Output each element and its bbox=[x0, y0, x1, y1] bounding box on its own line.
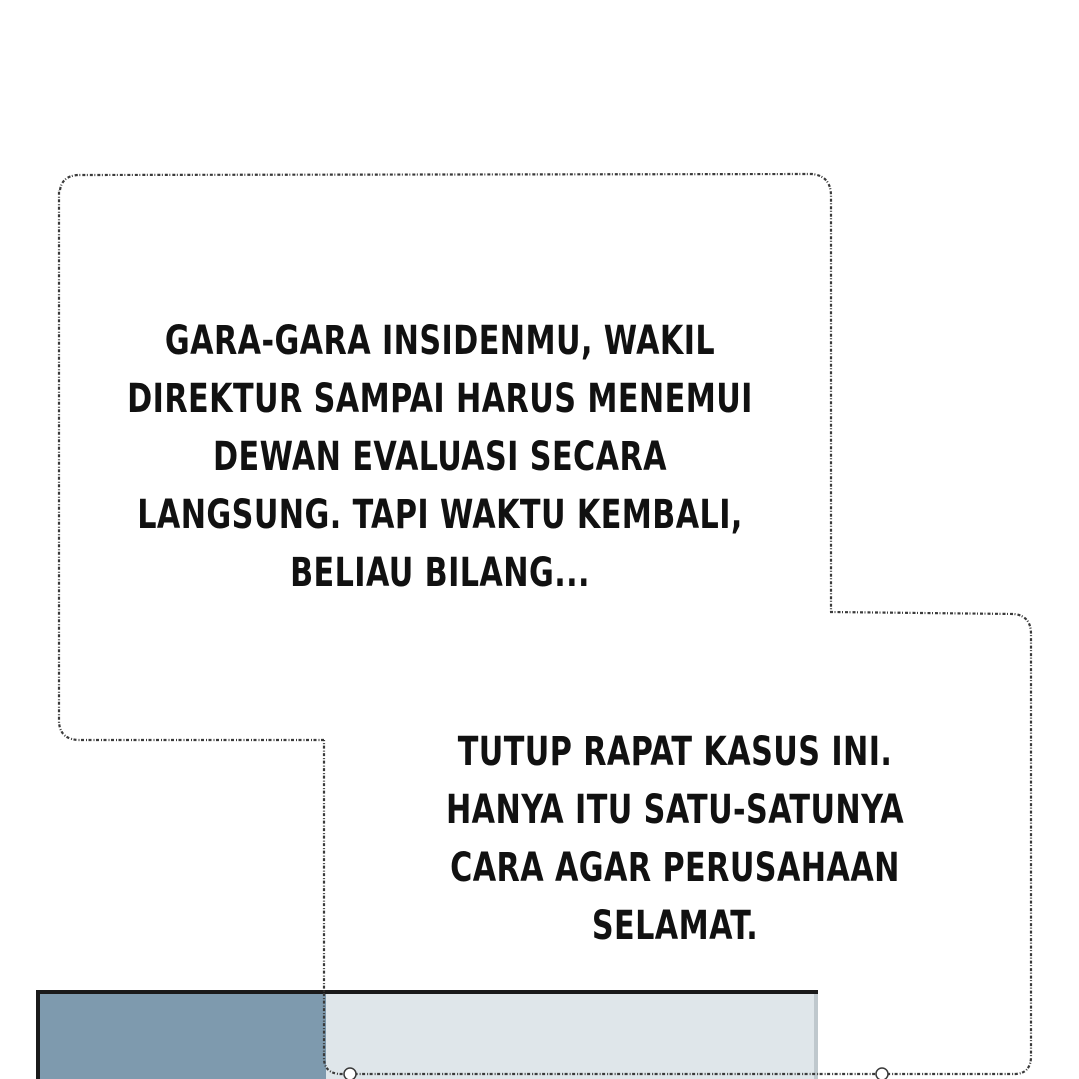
box-dot-right bbox=[876, 1068, 888, 1079]
caption-1-line: DEWAN EVALUASI SECARA bbox=[213, 434, 667, 480]
caption-1-line: GARA-GARA INSIDENMU, WAKIL bbox=[164, 318, 716, 364]
caption-1-line: LANGSUNG. TAPI WAKTU KEMBALI, bbox=[137, 492, 743, 538]
caption-2-line: SELAMAT. bbox=[591, 903, 759, 949]
caption-text-1 bbox=[121, 312, 759, 602]
box-dot-left bbox=[344, 1068, 356, 1079]
caption-1-line: BELIAU BILANG... bbox=[290, 550, 590, 596]
caption-2-line: HANYA ITU SATU-SATUNYA bbox=[445, 787, 905, 833]
caption-1-line: DIREKTUR SAMPAI HARUS MENEMUI bbox=[127, 376, 753, 422]
caption-2-line: CARA AGAR PERUSAHAAN bbox=[450, 845, 900, 891]
caption-2-line: TUTUP RAPAT KASUS INI. bbox=[457, 729, 893, 775]
caption-text-2 bbox=[431, 723, 918, 955]
